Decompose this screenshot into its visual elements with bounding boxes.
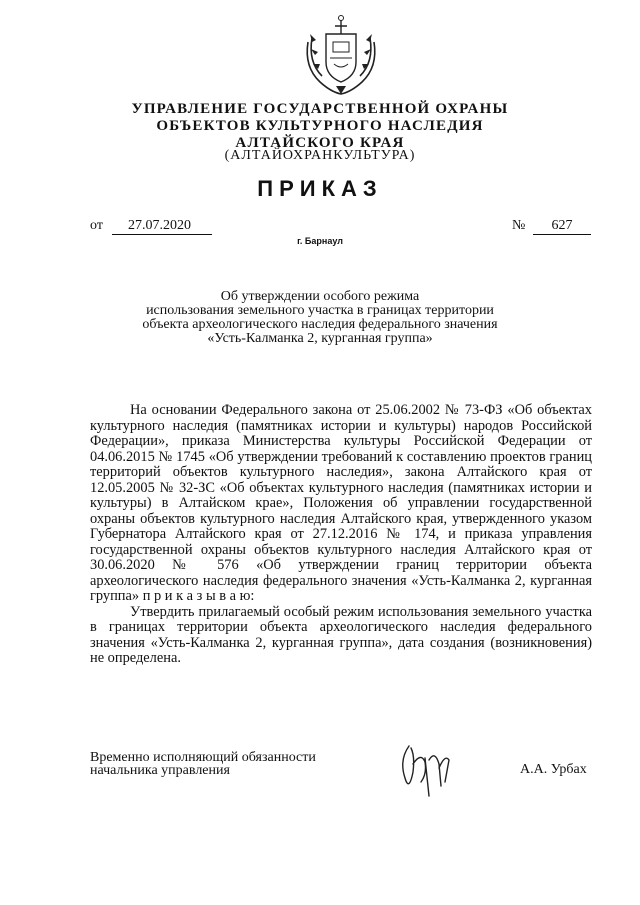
subject-line-2: использования земельного участка в границах территории bbox=[146, 303, 494, 318]
signer-name: А.А. Урбах bbox=[520, 762, 587, 777]
order-body bbox=[90, 403, 592, 667]
agency-name-line-1: УПРАВЛЕНИЕ ГОСУДАРСТВЕННОЙ ОХРАНЫ bbox=[131, 101, 509, 117]
handwritten-signature bbox=[395, 738, 457, 804]
agency-name-line-2: ОБЪЕКТОВ КУЛЬТУРНОГО НАСЛЕДИЯ bbox=[156, 118, 484, 134]
agency-name-line-3: АЛТАЙСКОГО КРАЯ bbox=[235, 135, 405, 151]
number-prefix: № bbox=[512, 218, 526, 233]
preamble-text: На основании Федерального закона от 25.06.2002 № 73-ФЗ «Об объектах культурного наследия (памятниках истории и культуры) народов Российской Федерации», приказа Министерства культуры Российской Федерации от 04.06.2015 № 1745 «Об утверждении требований к составлению проектов границ территорий объектов культурного наследия», закона Алтайского края от 12.05.2005 № 32-ЗС «Об объектах культурного наследия (памятниках истории и культуры) в Алтайском крае», Положения об управлении государственной охраны объектов культурного наследия Алтайского края, утвержденного указом Губернатора Алтайского края от 27.12.2016 № 174, и приказа управления государственной охраны объектов культурного наследия Алтайского края от 30.06.2020 № 576 «Об утверждении границ территории объекта археологического наследия федерального значения «Усть-Калманка 2, курганная группа» bbox=[90, 402, 592, 604]
date-prefix: от bbox=[90, 218, 103, 233]
resolution-paragraph: Утвердить прилагаемый особый режим использования земельного участка в границах территории объекта археологического наследия федерального значения «Усть-Калманка 2, курганная группа», дата создания (возникновения) не определена. bbox=[90, 603, 592, 666]
order-word: п р и к а з ы в а ю: bbox=[142, 588, 255, 604]
city-label: г. Барнаул bbox=[297, 236, 343, 246]
subject-line-3: объекта археологического наследия федерального значения bbox=[142, 317, 498, 332]
agency-abbreviation: (АЛТАЙОХРАНКУЛЬТУРА) bbox=[224, 148, 416, 163]
order-date: 27.07.2020 bbox=[112, 218, 212, 235]
subject-line-4: «Усть-Калманка 2, курганная группа» bbox=[207, 331, 433, 346]
coat-of-arms-emblem bbox=[298, 12, 384, 98]
document-title: ПРИКАЗ bbox=[257, 176, 383, 201]
subject-line-1: Об утверждении особого режима bbox=[220, 289, 420, 304]
signer-position-line-1: Временно исполняющий обязанности bbox=[90, 750, 316, 765]
preamble-paragraph bbox=[90, 403, 592, 605]
order-number: 627 bbox=[533, 218, 591, 235]
signer-position-line-2: начальника управления bbox=[90, 763, 230, 778]
